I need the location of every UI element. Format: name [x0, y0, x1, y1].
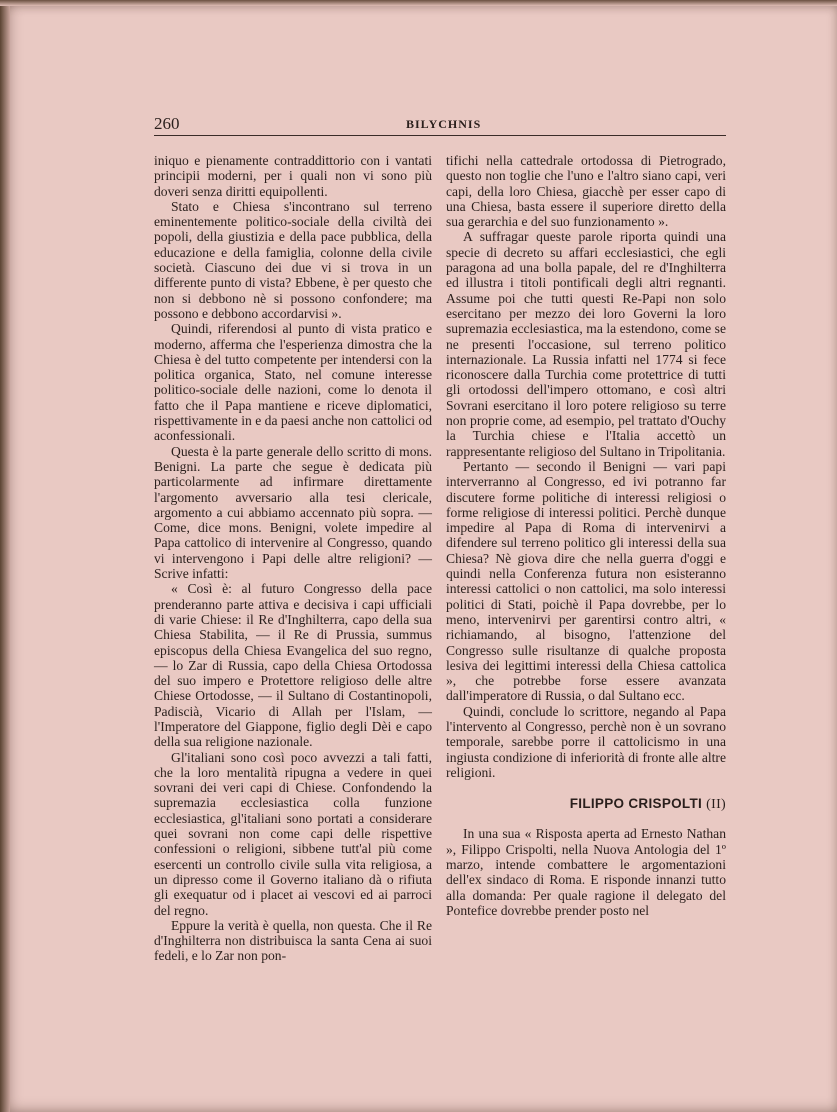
quoted-paragraph: Gl'italiani sono così poco avvezzi a tali fatti, che la loro mentalità ripugna a vedere in quei sovrani dei veri capi di Chiese. Confondendo la supremazia ecclesiastica colla funzione ecclesiastica, gl'italiani sono portati a considerare quei sovrani non come capi delle rispettive confessioni o religioni, sibbene tutt'al più come esercenti un controllo civile sulla vita religiosa, a un dipresso come il Governo italiano dà o rifiuta gli exequatur od i placet ai vescovi ed ai parroci del regno. — [154, 749, 432, 918]
paragraph: Quindi, riferendosi al punto di vista pratico e moderno, afferma che l'esperienza dimostra che la Chiesa è del tutto competente per intendersi con la politica organica, Stato, nel comune interesse politico-sociale delle nazioni, come lo denota il fatto che il Papa mantiene e riceve diplomatici, rispettivamente in e da paesi anche non cattolici od aconfessionali. — [154, 321, 432, 444]
paragraph: iniquo e pienamente contraddittorio con i vantati principii moderni, per i quali non vi sono più doveri senza diritti equipollenti. — [154, 153, 432, 199]
paragraph: Questa è la parte generale dello scritto di mons. Benigni. La parte che segue è dedicata più particolarmente ad infirmare direttamente l'argomento avversario alla tesi clericale, argomento a cui abbiamo accennato più sopra. — Come, dice mons. Benigni, volete impedire al Papa cattolico di intervenire al Congresso, quando vi intervengono i Papi delle altre religioni? — Scrive infatti: — [154, 443, 432, 582]
top-edge-shadow — [0, 0, 837, 6]
quoted-paragraph: « Così è: al futuro Congresso della pace prenderanno parte attiva e decisiva i capi ufficiali di varie Chiese: il Re d'Inghilterra, capo della sua Chiesa Stabilita, — il Re di Prussia, summus episcopus della Chiesa Evangelica del suo regno, — lo Zar di Russia, capo della Chiesa Ortodossa del suo impero e Protettore religioso delle altre Chiese Ortodosse, — il Sultano di Costantinopoli, Padiscià, Vicario di Allah per l'Islam, — l'Imperatore del Giappone, figlio degli Dèi e capo della sua religione nazionale. — [154, 581, 432, 750]
running-title: BILYCHNIS — [406, 117, 482, 131]
paragraph: Stato e Chiesa s'incontrano sul terreno eminentemente politico-sociale della civiltà dei popoli, della giustizia e della pace pubblica, della educazione e della famiglia, colonne della civile società. Ciascuno dei due vi si trova in un differente punto di vista? Ebbene, è per questo che non si debbono nè si possono confondere; ma possono e debbono accordarvisi ». — [154, 198, 432, 321]
running-header — [154, 114, 726, 134]
section-heading — [446, 796, 726, 812]
header-rule — [154, 135, 726, 136]
page-number: 260 — [154, 114, 180, 133]
quoted-paragraph: tifichi nella cattedrale ortodossa di Pietrogrado, questo non toglie che l'uno e l'altro siano capi, veri capi, della loro Chiesa, giacchè per esser capo di una Chiesa, basta essere il superiore diretto della sua gerarchia e del suo funzionamento ». — [446, 153, 726, 230]
paragraph: A suffragar queste parole riporta quindi una specie di decreto su affari ecclesiastici, che egli paragona ad una bolla papale, del re d'Inghilterra ed illustra i titoli pontificali degli altri regnanti. Assume poi che tutti questi Re-Papi non solo esercitano per mezzo dei loro Governi la loro supremazia ecclesiastica, ma la estendono, come se ne presenti l'occasione, sul terreno politico internazionale. La Russia infatti nel 1774 si fece riconoscere dalla Turchia come protettrice di tutti gli ortodossi dell'impero ottomano, e così altri Sovrani esercitano il loro potere religioso su terre non proprie come, ad esempio, pel trattato d'Ouchy la Turchia chiese e l'Italia accettò un rappresentante religioso del Sultano in Tripolitania. — [446, 229, 726, 459]
right-column — [446, 153, 726, 918]
paragraph: Quindi, conclude lo scrittore, negando al Papa l'intervento al Congresso, perchè non è un sovrano temporale, sarebbe porre il cattolicismo in una ingiusta condizione di inferiorità di fronte alle altre religioni. — [446, 703, 726, 780]
binding-shadow — [0, 0, 10, 1112]
paragraph: In una sua « Risposta aperta ad Ernesto Nathan », Filippo Crispolti, nella Nuova Antologia del 1º marzo, intende combattere le argomentazioni dell'ex sindaco di Roma. E risponde innanzi tutto alla domanda: Per quale ragione il delegato del Pontefice dovrebbe prender posto nel — [446, 826, 726, 918]
section-heading-name: FILIPPO CRISPOLTI — [569, 796, 703, 812]
paragraph: Pertanto — secondo il Benigni — vari papi interverranno al Congresso, ed ivi potranno far discutere forme politiche di interessi religiosi o forme religiose di interessi politici. Perchè dunque impedire al Papa di Roma di intervenirvi a difendere sul terreno politico gli interessi della sua Chiesa? Nè giova dire che nella guerra d'oggi e quindi nella Conferenza futura non esisteranno interessi cattolici o non cattolici, ma solo interessi politici di Stati, poichè il Papa dovrebbe, per lo meno, intervenirvi per garentirsi contro altri, « richiamando, al bisogno, l'attenzione del Congresso sulle risultanze di qualche proposta lesiva dei legittimi interessi della Chiesa cattolica », che potrebbe forse essere avanzata dall'imperatore di Russia, o dal Sultano ecc. — [446, 458, 726, 704]
quoted-paragraph: Eppure la verità è quella, non questa. Che il Re d'Inghilterra non distribuisca la santa Cena ai suoi fedeli, e lo Zar non pon- — [154, 917, 432, 964]
section-heading-numeral: (II) — [706, 797, 726, 813]
left-column — [154, 153, 432, 964]
